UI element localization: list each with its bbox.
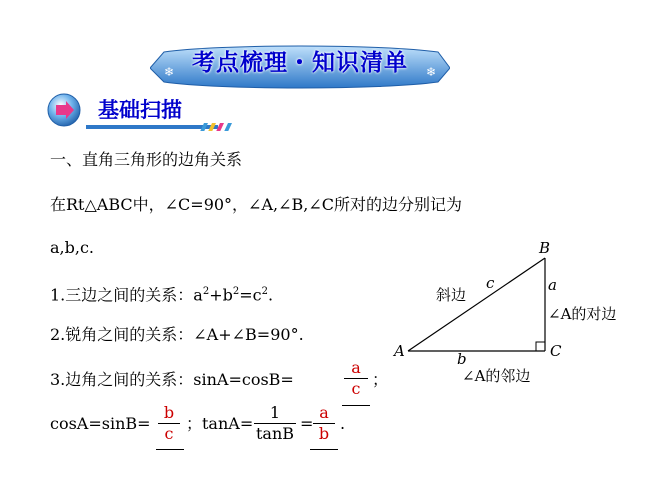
item-3-prefix: 3.边角之间的关系：sinA=cosB= [50, 370, 294, 389]
cos-denominator: c [164, 424, 174, 443]
item-1-eq: =c [239, 285, 262, 305]
content-heading: 一、直角三角形的边角关系 [50, 150, 243, 169]
tan-denominator-2: b [318, 424, 330, 443]
item-4-prefix: cosA=sinB= [50, 414, 151, 433]
side-a-label: a [548, 276, 557, 294]
sin-numerator: a [351, 358, 361, 377]
hypotenuse-line [408, 258, 545, 351]
side-b-label: b [457, 350, 467, 368]
side-c-label: c [486, 274, 495, 292]
tan-numerator-2: a [319, 403, 329, 422]
adjacent-side-label: ∠A的邻边 [462, 367, 531, 385]
item-4-end: . [340, 414, 346, 433]
vertex-a-label: A [394, 342, 405, 360]
hypotenuse-label: 斜边 [436, 286, 467, 304]
item-1-a: a [193, 285, 203, 305]
sin-denominator: c [351, 379, 361, 398]
section-title: 基础扫描 [98, 98, 182, 122]
item-1-end: . [267, 285, 274, 305]
item-1-exp-c: 2 [261, 286, 268, 297]
cos-numerator: b [163, 403, 175, 422]
intro-line-1: 在Rt△ABC中，∠C=90°，∠A,∠B,∠C所对的边分别记为 [50, 195, 462, 214]
page-title: 考点梳理・知识清单 [192, 50, 408, 76]
item-1-prefix: 1.三边之间的关系： [50, 285, 194, 305]
opposite-side-label: ∠A的对边 [548, 305, 617, 323]
svg-text:❄: ❄ [426, 65, 437, 79]
vertex-c-label: C [550, 342, 562, 360]
item-4-mid: ；tanA= [186, 414, 254, 433]
tan-numerator-1: 1 [269, 403, 281, 422]
tan-denominator-1: tanB [255, 424, 295, 443]
item-1-plus: +b [209, 285, 233, 305]
right-angle-mark [536, 342, 545, 351]
item-2: 2.锐角之间的关系：∠A+∠B=90°. [50, 325, 304, 344]
vertex-b-label: B [539, 239, 551, 257]
item-4-eq: = [300, 414, 314, 433]
item-1-exp-b: 2 [232, 286, 240, 297]
item-3-suffix: ； [372, 370, 389, 389]
item-1-exp-a: 2 [202, 286, 210, 297]
svg-text:❄: ❄ [164, 65, 175, 79]
intro-line-2: a,b,c. [50, 238, 94, 257]
